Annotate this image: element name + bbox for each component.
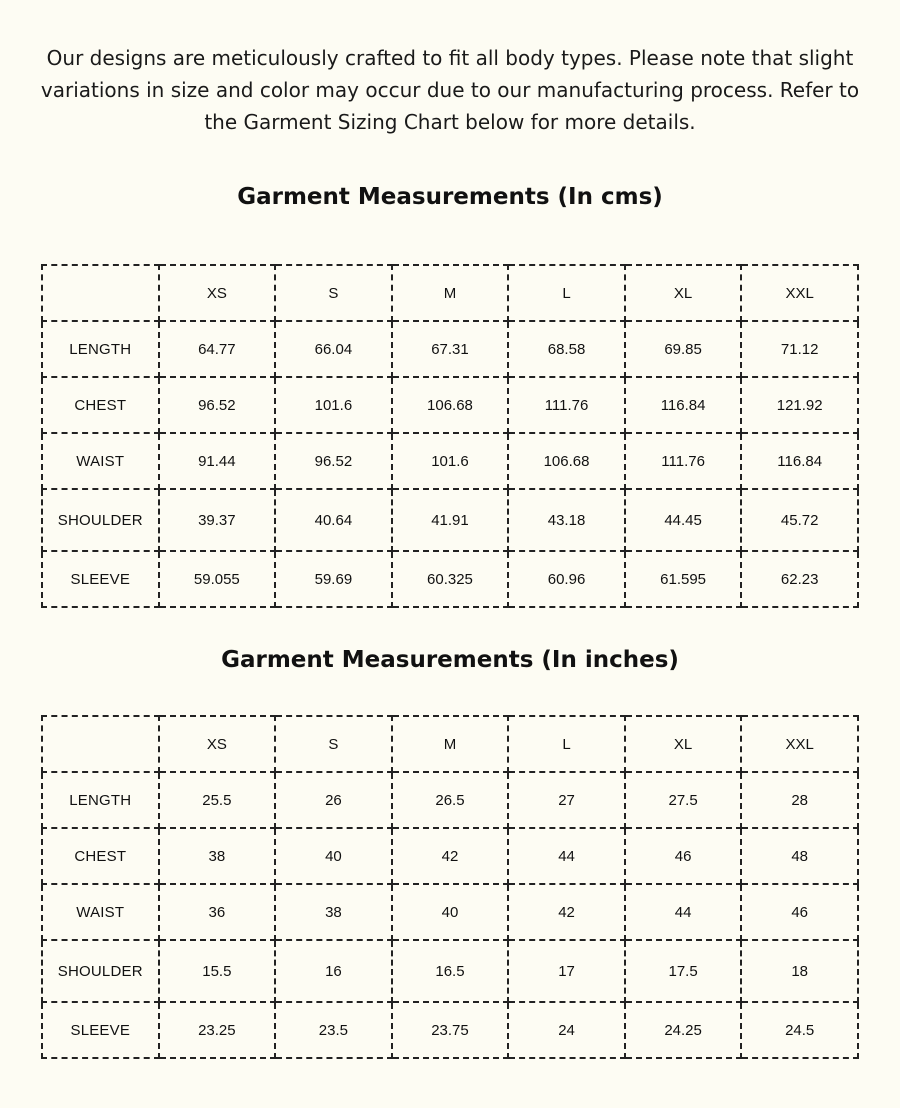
table-cell: 23.25 [159, 1002, 276, 1058]
table-cell: 43.18 [508, 489, 625, 551]
table-cell: 41.91 [392, 489, 509, 551]
table-cell: 42 [392, 828, 509, 884]
table-cell: 25.5 [159, 772, 276, 828]
corner-cell [42, 716, 159, 772]
table-cell: 101.6 [275, 377, 392, 433]
row-label: CHEST [42, 377, 159, 433]
size-header: S [275, 716, 392, 772]
corner-cell [42, 265, 159, 321]
row-label: SLEEVE [42, 1002, 159, 1058]
table-cell: 106.68 [508, 433, 625, 489]
table-row [42, 828, 858, 884]
table-row [42, 433, 858, 489]
table-cell: 44 [508, 828, 625, 884]
size-header: S [275, 265, 392, 321]
table-cell: 66.04 [275, 321, 392, 377]
table-cell: 64.77 [159, 321, 276, 377]
table-cell: 45.72 [741, 489, 858, 551]
table-cell: 121.92 [741, 377, 858, 433]
table-cell: 40 [392, 884, 509, 940]
table-cell: 67.31 [392, 321, 509, 377]
table-row [42, 884, 858, 940]
table-cell: 23.75 [392, 1002, 509, 1058]
table-cell: 15.5 [159, 940, 276, 1002]
table-cell: 26.5 [392, 772, 509, 828]
row-label: SLEEVE [42, 551, 159, 607]
table-row [42, 489, 858, 551]
size-header: XS [159, 716, 276, 772]
row-label: CHEST [42, 828, 159, 884]
cm-size-table [41, 264, 859, 608]
table-cell: 48 [741, 828, 858, 884]
size-header: XS [159, 265, 276, 321]
size-header: M [392, 265, 509, 321]
table-cell: 28 [741, 772, 858, 828]
table-cell: 60.96 [508, 551, 625, 607]
size-header: XXL [741, 265, 858, 321]
table-header-row [42, 265, 858, 321]
inch-size-table [41, 715, 859, 1059]
row-label: WAIST [42, 433, 159, 489]
cm-section-title: Garment Measurements (In cms) [237, 184, 663, 210]
table-cell: 18 [741, 940, 858, 1002]
table-cell: 44.45 [625, 489, 742, 551]
table-row [42, 551, 858, 607]
table-cell: 27.5 [625, 772, 742, 828]
table-cell: 23.5 [275, 1002, 392, 1058]
table-cell: 16 [275, 940, 392, 1002]
table-cell: 39.37 [159, 489, 276, 551]
inch-section-title: Garment Measurements (In inches) [221, 647, 679, 673]
row-label: LENGTH [42, 321, 159, 377]
table-cell: 106.68 [392, 377, 509, 433]
size-header: XXL [741, 716, 858, 772]
table-cell: 59.055 [159, 551, 276, 607]
table-cell: 42 [508, 884, 625, 940]
table-cell: 16.5 [392, 940, 509, 1002]
row-label: SHOULDER [42, 489, 159, 551]
table-cell: 40.64 [275, 489, 392, 551]
table-cell: 69.85 [625, 321, 742, 377]
table-cell: 116.84 [741, 433, 858, 489]
table-cell: 61.595 [625, 551, 742, 607]
table-cell: 40 [275, 828, 392, 884]
size-header: M [392, 716, 509, 772]
table-cell: 116.84 [625, 377, 742, 433]
table-row [42, 377, 858, 433]
row-label: LENGTH [42, 772, 159, 828]
table-cell: 60.325 [392, 551, 509, 607]
table-cell: 24.25 [625, 1002, 742, 1058]
table-cell: 27 [508, 772, 625, 828]
table-cell: 46 [625, 828, 742, 884]
table-cell: 91.44 [159, 433, 276, 489]
size-header: L [508, 265, 625, 321]
table-cell: 68.58 [508, 321, 625, 377]
table-cell: 111.76 [625, 433, 742, 489]
table-row [42, 940, 858, 1002]
table-cell: 24 [508, 1002, 625, 1058]
table-row [42, 321, 858, 377]
table-cell: 38 [159, 828, 276, 884]
table-row [42, 1002, 858, 1058]
table-cell: 101.6 [392, 433, 509, 489]
table-cell: 96.52 [159, 377, 276, 433]
table-header-row [42, 716, 858, 772]
row-label: WAIST [42, 884, 159, 940]
table-cell: 71.12 [741, 321, 858, 377]
size-header: L [508, 716, 625, 772]
table-cell: 111.76 [508, 377, 625, 433]
size-header: XL [625, 265, 742, 321]
table-cell: 38 [275, 884, 392, 940]
table-cell: 44 [625, 884, 742, 940]
intro-text: Our designs are meticulously crafted to fit all body types. Please note that slight variations in size and color may occur due to our manufacturing process. Refer to the Garment Sizing Chart below for more details. [40, 46, 860, 134]
row-label: SHOULDER [42, 940, 159, 1002]
table-cell: 96.52 [275, 433, 392, 489]
table-cell: 26 [275, 772, 392, 828]
table-cell: 62.23 [741, 551, 858, 607]
table-cell: 59.69 [275, 551, 392, 607]
table-cell: 17 [508, 940, 625, 1002]
size-header: XL [625, 716, 742, 772]
table-cell: 36 [159, 884, 276, 940]
table-cell: 24.5 [741, 1002, 858, 1058]
table-cell: 46 [741, 884, 858, 940]
table-cell: 17.5 [625, 940, 742, 1002]
table-row [42, 772, 858, 828]
